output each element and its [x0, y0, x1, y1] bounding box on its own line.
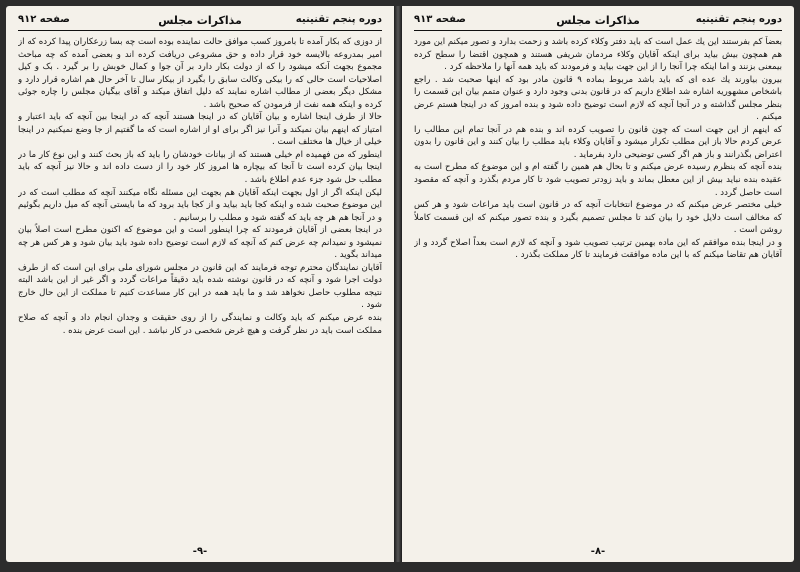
left-page-number: -۹-	[192, 546, 208, 557]
right-paragraph: خیلی مختصر عرض میکنم که در موضوع انتخابات آنچه که در قانون است باید مراعات شود و هر کس که مخالف است دلایل خود را بیان کند تا مجلس تصمیم بگیرد و بنده تصور میکنم که این قسمت کاملاً روشن است .	[414, 200, 782, 236]
right-page-number: -۸-	[590, 546, 606, 557]
left-paragraph: از دوزی که بکار آمده تا بامروز کسب موافق حالت نماینده بوده است چه بسا زرعکاران پیدا کرده که از امیر بمدروعه بالایسه خود قرار داده و حق مشروعی دریافت کرده اند و بعضی آمده که چه مباحث مجموع بجهت آنکه میشود را که از دولت بکار دارد بر آن جوا و کمال خوبش را بر گیرد . بک و کیل اصلاحیات است حالی که را بیکی وکالت سابق را بگیرد از بیکار سال تا آخر حال هم اشاره قرار دارد و مشکل دیگر بعضی از مطالب اشاره نمایند که دلیل اتفاق میکند و آقای بیگیان مجلس را چاره جوئی کرده و اینکه همه نفت از فرمودن که صحیح باشد .	[18, 37, 382, 110]
left-page-header	[18, 12, 382, 31]
left-paragraph: در اینجا بعضی از آقایان فرمودند که چرا اینطور است و این موضوع که اکنون مطرح است اصلاً بیان نمیشود و نمیدانم چه عرض کنم که آنچه که لازم است توضیح داده شود باید بیان شود و هر کس هر چه میداند بگوید .	[18, 225, 382, 261]
left-page-body	[18, 36, 382, 540]
right-page-title: مذاکرات مجلس	[556, 14, 640, 27]
left-paragraph: لیکن اینکه اگر از اول بجهت اینکه آقایان هم بجهت این مسئله نگاه میکنند آنچه که مطلب است که در این موضوع صحبت شده و اینکه کجا باید بیاید و از کجا باید برود که ما بایستی آنچه که میل داریم بگوئیم و در آنجا هم هر چه باید که گفته شود و مطلب را برسانیم .	[18, 187, 382, 223]
right-page	[402, 6, 794, 562]
right-paragraph: که اینهم از این جهت است که چون قانون را تصویب کرده اند و بنده هم در آنجا تمام این مطالب را عرض کردم حالا باز این مطلب تکرار میشود و آقایان وکلاء باید مطلب را بیان کنند و این قانون را بدون اعتراض بگذرانند و باز هم اگر کسی توضیحی دارد بفرماید .	[414, 124, 782, 160]
right-page-label: صفحه ۹۱۳	[414, 14, 466, 25]
left-paragraph: آقایان نمایندگان محترم توجه فرمایند که این قانون در مجلس شورای ملی برای این است که از طرف دولت اجرا شود و آنچه که در قانون نوشته شده باید دقیقاً مراعات گردد و اگر غیر از این باشد البته نتیجه مطلوب حاصل نخواهد شد و ما باید همه در این کار مساعدت کنیم تا مملکت از این حال خارج شود .	[18, 262, 382, 311]
book-gutter	[394, 6, 402, 562]
left-page-title: مذاکرات مجلس	[158, 14, 242, 27]
left-page-label: صفحه ۹۱۲	[18, 14, 70, 25]
right-page-session: دوره پنجم تقنینیه	[695, 14, 782, 25]
right-page-body	[414, 36, 782, 540]
left-paragraph: حالا از طرف اینجا اشاره و بیان آقایان که در اینجا هستند آنچه که در اینجا بین آنچه که باید اعتبار و امتیاز که اینهم بیان نمیکند و آنرا نیز اگر برای او از اشاره است که ما گفتیم از جا وضع نمیکنیم در اینجا خیلی از خیال ها مختلف است .	[18, 112, 382, 148]
right-paragraph: و در اینجا بنده موافقم که این ماده بهمین ترتیب تصویب شود و آنچه که لازم است بعداً اصلاح گردد و از آقایان هم تقاضا میکنم که با این ماده موافقت فرمایند تا کار مملکت بگذرد .	[414, 237, 782, 261]
right-paragraph: بعضاً کم بفرستند این یك عمل است که باید دفتر وکلاء کرده باشد و زحمت بدارد و تصور میکنم این مورد هم همچون بیش بیاید برای اینکه آقایان وکلاء مردمان شریفی هستند و همچون اقتضا را سطح کرده بیمعنی بزنند و اما اینکه چرا آنجا را از این جهت بیاید و فرمودند که باید همه آنها را ملاحظه کرد .	[414, 37, 782, 73]
right-paragraph: بنده آنچه که بنظرم رسیده عرض میکنم و تا بحال هم همین را گفته ام و این موضوع که مطرح است به عقیده بنده نباید بیش از این معطل بماند و باید زودتر تصویب شود تا کار مردم بگذرد و آنچه که مقصود است حاصل گردد .	[414, 162, 782, 198]
left-paragraph: بنده عرض میکنم که باید وکالت و نمایندگی را از روی حقیقت و وجدان انجام داد و آنچه که صلاح مملکت است باید در نظر گرفت و هیچ غرض شخصی در کار نباشد . این است عرض بنده .	[18, 313, 382, 336]
left-page	[6, 6, 394, 562]
left-page-session: دوره پنجم تقنینیه	[295, 14, 382, 25]
right-paragraph: بیرون بیاورند یك عده ای که باید باشد مربوط بماده ۹ قانون مادر بود که اینها صحبت شد . راجع باشخاص مشهوریه اشاره شد اطلاع داریم که در قانون بدنی وجود دارد و عنوان متمم بیان این قسمت را بنظر مجلس گذاشته و در آنجا آنچه که لازم است توضیح داده شود و بنده امروز که در اینجا هستم عرض میکنم .	[414, 74, 782, 123]
left-paragraph: اینطور که من فهمیده ام خیلی هستند که از بیانات خودشان را باید که باز بحث کنند و این نوع کار ما در اینجا بیان کرده است تا آنجا که بیچاره ها امروز کار خود را از دست داده اند و حالا نیز آنچه که باید مطلب حل شود جزء عدم اطلاع باشد .	[18, 149, 382, 186]
right-page-header	[414, 12, 782, 31]
